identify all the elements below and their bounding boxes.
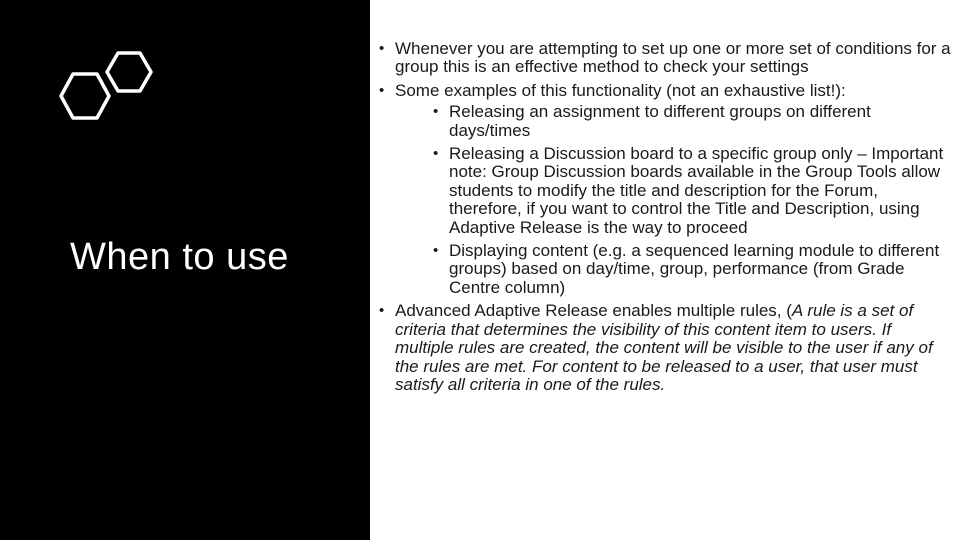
bullet-text: Advanced Adaptive Release enables multiple rules, ( — [395, 301, 792, 321]
sub-bullet-item — [432, 145, 954, 237]
title-panel — [0, 0, 370, 540]
hexagon-small-icon — [107, 53, 151, 91]
sub-bullet-item — [432, 103, 954, 140]
bullet-item — [378, 82, 954, 297]
rule-definition-text: A rule is a set of criteria that determines the visibility of this content item to users. If multiple rules are created, the content will be visible to the user if any of the rules are met. For content to be released to a user, that user must satisfy all criteria in one of the rules. — [395, 301, 933, 394]
slide-title: When to use — [70, 236, 289, 278]
bullet-item — [378, 40, 954, 77]
hexagons-icon — [56, 48, 156, 126]
bullet-list — [378, 40, 954, 394]
hexagon-large-icon — [61, 74, 109, 118]
sub-bullet-item — [432, 242, 954, 297]
sub-bullet-list — [432, 103, 954, 297]
sub-bullet-text: Releasing an assignment to different groups on different days/times — [449, 102, 871, 140]
sub-bullet-text: Displaying content (e.g. a sequenced learning module to different groups) based on day/time, group, performance (from Grade Centre column) — [449, 241, 940, 297]
bullet-text: Whenever you are attempting to set up one or more set of conditions for a group this is an effective method to check your settings — [395, 39, 951, 77]
sub-bullet-text: Releasing a Discussion board to a specific group only – Important note: Group Discussion boards available in the Group Tools allow students to modify the title and description for the Forum, therefore, if you want to control the Title and Description, using Adaptive Release is the way to proceed — [449, 144, 944, 237]
content-body — [378, 40, 954, 399]
bullet-text: Some examples of this functionality (not an exhaustive list!): — [395, 80, 846, 100]
bullet-item — [378, 302, 954, 394]
